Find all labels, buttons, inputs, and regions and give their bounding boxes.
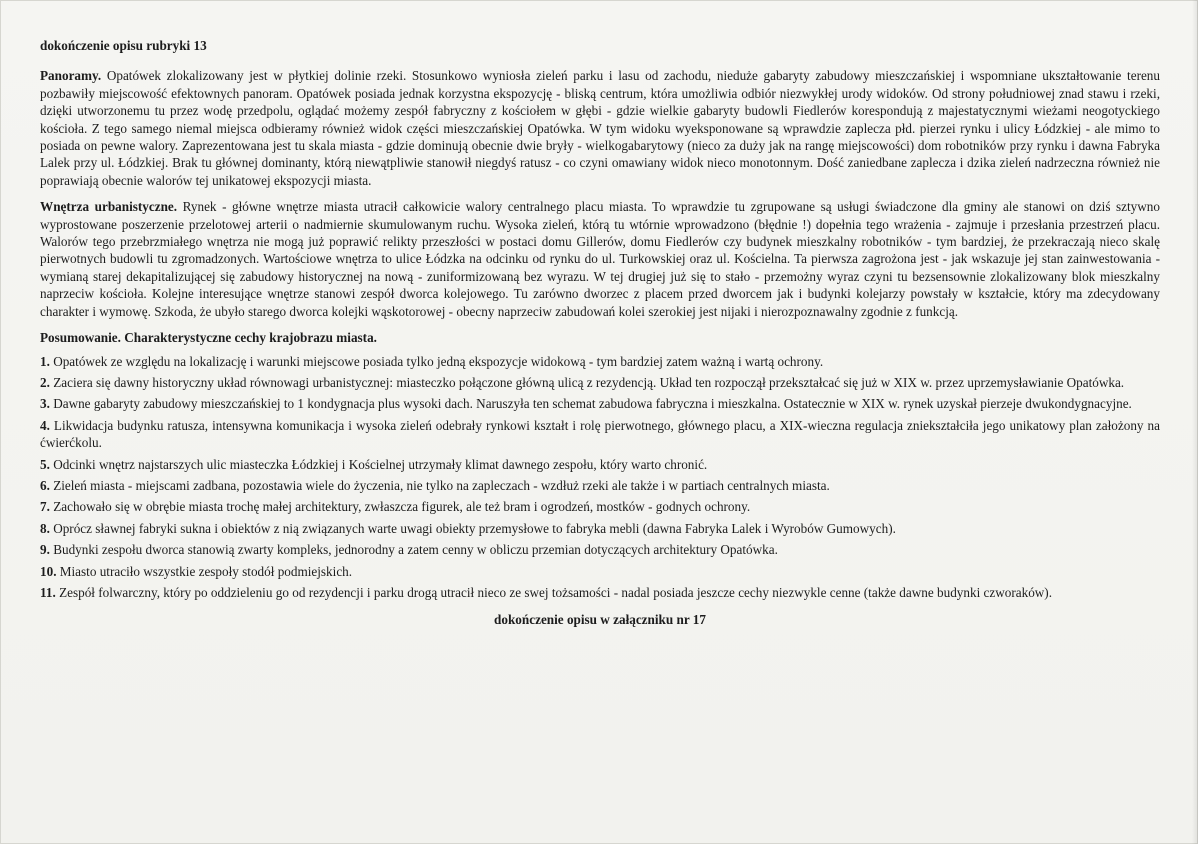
item-number: 11. bbox=[40, 584, 56, 600]
item-text: Budynki zespołu dworca stanowią zwarty kompleks, jednorodny a zatem cenny w obliczu przemian dotyczących architektury Opatówka. bbox=[49, 542, 778, 558]
section-lead: Wnętrza urbanistyczne. bbox=[40, 199, 178, 215]
section-lead: Panoramy. bbox=[40, 68, 102, 84]
summary-item bbox=[40, 456, 1160, 473]
summary-item bbox=[40, 520, 1160, 537]
summary-item bbox=[40, 563, 1160, 580]
section-text: Opatówek zlokalizowany jest w płytkiej dolinie rzeki. Stosunkowo wyniosła zieleń parku i lasu od zachodu, nieduże gabaryty zabudowy mieszczańskiej i wspomniane ukształtowanie terenu pozbawiły miejscowość efektownych panoram. Opatówek posiada jednak korzystna ekspozycję - bliską centrum, która umożliwia odbiór niezwykłej urody widoków. Od strony południowej znad stawu i rzeki, dzięki utworzonemu tu przez wodę przedpolu, oglądać możemy zespół fabryczny z kościołem w głębi - gdzie wielkie gabaryty budowli Fiedlerów korespondują z majestatycznymi wieżami neogotyckiego kościoła. Z tego samego niemal miejsca odbieramy również widok części mieszczańskiej Opatówka. W tym widoku wyeksponowane są wprawdzie zaplecza płd. pierzei rynku i ulicy Łódzkiej - ale mimo to posiada on pewne walory. Zaprezentowana jest tu skala miasta - gdzie dominują obecnie dwie bryły - wielkogabarytowy (nieco za duży jak na rangę miejscowości) dom robotników przy rynku i dawna Fabryka Lalek przy ul. Łódzkiej. Brak tu głównej dominanty, którą niewątpliwie stanowił niegdyś ratusz - co czyni omawiany widok nieco monotonnym. Dość zaniedbane zaplecza i dzika zieleń nadrzeczna również nie poprawiają obecnie walorów tej unikatowej ekspozycji miasta. bbox=[40, 68, 1160, 188]
item-number: 3. bbox=[40, 396, 50, 412]
summary-item bbox=[40, 584, 1160, 601]
item-number: 7. bbox=[40, 499, 50, 515]
item-text: Opatówek ze względu na lokalizację i warunki miejscowe posiada tylko jedną ekspozycje widokową - tym bardziej zatem ważną i wartą ochrony. bbox=[49, 353, 824, 369]
item-number: 10. bbox=[40, 563, 57, 579]
section-panoramy bbox=[40, 67, 1160, 189]
page-footer-note: dokończenie opisu w załączniku nr 17 bbox=[494, 612, 706, 628]
item-number: 8. bbox=[40, 520, 50, 536]
item-text: Zespół folwarczny, który po oddzieleniu go od rezydencji i parku drogą utracił nieco ze swej tożsamości - nadal posiada jeszcze cechy niezwykle cenne (także dawne budynki czworaków). bbox=[55, 584, 1052, 600]
summary-item bbox=[40, 353, 1160, 370]
item-number: 1. bbox=[40, 353, 50, 369]
item-text: Dawne gabaryty zabudowy mieszczańskiej to 1 kondygnacja plus wysoki dach. Naruszyła ten schemat zabudowa fabryczna i mieszkalna. Ostatecznie w XIX w. rynek uzyskał pierzeje dwukondygnacyjne. bbox=[49, 396, 1132, 412]
summary-item bbox=[40, 477, 1160, 494]
summary-item bbox=[40, 417, 1160, 452]
page-heading: dokończenie opisu rubryki 13 bbox=[40, 38, 207, 53]
item-text: Odcinki wnętrz najstarszych ulic miasteczka Łódzkiej i Kościelnej utrzymały klimat dawnego zespołu, który warto chronić. bbox=[49, 456, 708, 472]
page-edge-shadow bbox=[1192, 0, 1198, 844]
item-text: Miasto utraciło wszystkie zespoły stodół podmiejskich. bbox=[56, 563, 353, 579]
item-number: 4. bbox=[40, 417, 50, 433]
document-body bbox=[40, 37, 1160, 629]
item-text: Oprócz sławnej fabryki sukna i obiektów z nią związanych warte uwagi obiekty przemysłowe to fabryka mebli (dawna Fabryka Lalek i Wyrobów Gumowych). bbox=[49, 520, 896, 536]
item-number: 5. bbox=[40, 456, 50, 472]
item-text: Zachowało się w obrębie miasta trochę małej architektury, zwłaszcza figurek, ale też bram i ogrodzeń, mostków - godnych ochrony. bbox=[49, 499, 751, 515]
item-number: 2. bbox=[40, 374, 50, 390]
summary-item bbox=[40, 498, 1160, 515]
summary-item bbox=[40, 374, 1160, 391]
summary-item bbox=[40, 541, 1160, 558]
summary-list bbox=[40, 353, 1160, 602]
item-text: Zaciera się dawny historyczny układ równowagi urbanistycznej: miasteczko połączone główną ulicą z rezydencją. Układ ten rozpoczął przekształcać się już w XIX w. przez uprzemysławianie Opatówka. bbox=[49, 374, 1125, 390]
section-text: Rynek - główne wnętrze miasta utracił całkowicie walory centralnego placu miasta. To wprawdzie tu zgrupowane są usługi świadczone dla gminy ale stanowi on dziś sztywno wyprostowane poszerzenie przelotowej arterii o nadmiernie skumulowanym ruchu. Wysoka zieleń, którą tu wtórnie wprowadzono (błędnie !) dopełnia tego wrażenia - zajmuje i przesłania przestrzeń placu. Walorów tego przebrzmiałego wnętrza nie mogą już poprawić relikty przeszłości w postaci domu Gillerów, domu Fiedlerów czy budynek mieszkalny robotników - tym bardziej, że przekraczają nieco skalę pierwotnych budowli tu zgromadzonych. Wartościowe wnętrza to ulice Łódzka na odcinku od rynku do ul. Turkowskiej oraz ul. Kościelna. Ta pierwsza zagrożona jest - jak wskazuje jej stan zainwestowania - wymianą starej dekapitalizującej się zabudowy historycznej na nową - zuniformizowaną bez wyrazu. W tej drugiej już się to stało - przemożny wyraz czyni tu bezsensownie zlokalizowany blok mieszkalny naprzeciw kościoła. Kolejne interesujące wnętrze stanowi zespół dworca kolejowego. Tu zarówno dworzec z placem przed dworcem jak i budynki kolejarzy powstały w kształcie, który ma zdecydowany charakter i wymowę. Szkoda, że ubyło starego dworca kolejki wąskotorowej - obecny naprzeciw zabudowań kolei szerokiej jest nijaki i nierozpoznawalny zgodnie z funkcją. bbox=[40, 199, 1160, 319]
summary-item bbox=[40, 395, 1160, 412]
item-number: 9. bbox=[40, 542, 50, 558]
item-text: Likwidacja budynku ratusza, intensywna komunikacja i wysoka zieleń odebrały rynkowi kształt i rolę pierwotnego, głównego placu, a XIX-wieczna regulacja zniekształciła jego unikatowy plan założony na ćwierćkolu. bbox=[40, 417, 1160, 451]
item-text: Zieleń miasta - miejscami zadbana, pozostawia wiele do życzenia, nie tylko na zapleczach - wzdłuż rzeki ale także i w partiach centralnych miasta. bbox=[49, 477, 830, 493]
item-number: 6. bbox=[40, 477, 50, 493]
summary-title: Posumowanie. Charakterystyczne cechy krajobrazu miasta. bbox=[40, 330, 377, 346]
section-wnetrza-urbanistyczne bbox=[40, 198, 1160, 320]
